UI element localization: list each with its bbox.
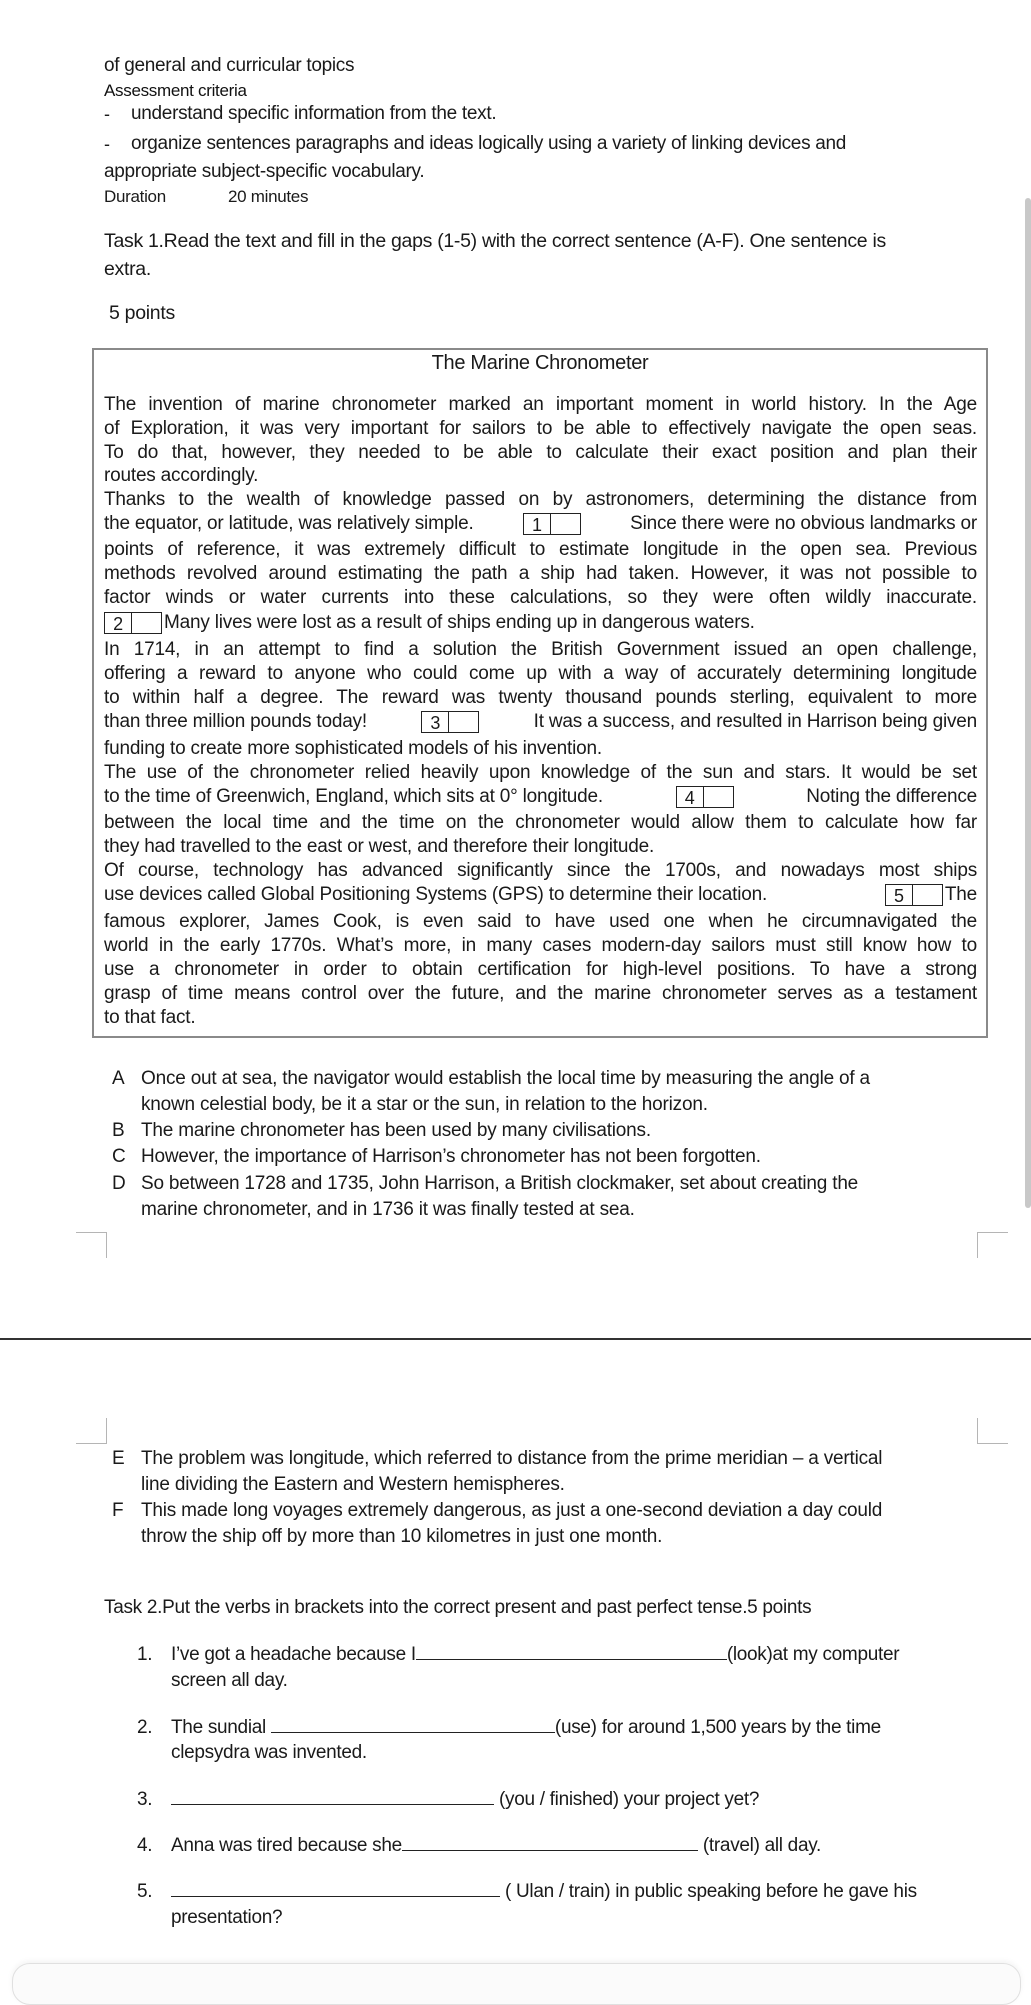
option-text: The marine chronometer has been used by many civilisations.	[141, 1120, 651, 1141]
option-text: The problem was longitude, which referred to distance from the prime meridian – a vertical	[141, 1448, 883, 1469]
item-number: 2.	[137, 1717, 153, 1738]
reading-line-gap4	[104, 785, 977, 809]
crop-mark-icon	[977, 1232, 1008, 1258]
answer-blank-2[interactable]	[271, 1716, 555, 1733]
reading-title: The Marine Chronometer	[431, 352, 649, 374]
crop-mark-icon	[76, 1418, 107, 1444]
criteria-item-2: organize sentences paragraphs and ideas logically using a variety of linking devices and	[131, 133, 847, 154]
reading-text: use devices called Global Positioning Systems (GPS) to determine their location.	[104, 884, 768, 905]
option-letter: A	[112, 1068, 125, 1089]
gap-number: 5	[886, 885, 913, 905]
topic-line: of general and curricular topics	[104, 55, 355, 76]
exercise-item-5	[137, 1879, 917, 1905]
option-text: line dividing the Eastern and Western hemispheres.	[141, 1474, 565, 1495]
criteria-bullet-2: -	[104, 134, 110, 154]
reading-text: Many lives were lost as a result of ships ending up in dangerous waters.	[164, 612, 755, 633]
answer-blank-3[interactable]	[171, 1788, 494, 1805]
reading-line-gap1	[104, 512, 977, 536]
item-text-before: I’ve got a headache because I	[171, 1644, 416, 1665]
task1-instruction-line2: extra.	[104, 258, 151, 280]
answer-blank-5[interactable]	[171, 1880, 500, 1897]
item-number: 3.	[137, 1789, 153, 1810]
item-text-cont: screen all day.	[171, 1670, 288, 1691]
option-text: Once out at sea, the navigator would establish the local time by measuring the angle of a	[141, 1068, 870, 1089]
item-text-after: (you / finished) your project yet?	[494, 1789, 760, 1810]
criteria-item-2-cont: appropriate subject-specific vocabulary.	[104, 161, 425, 182]
item-text-after: (travel) all day.	[697, 1835, 821, 1856]
criteria-bullet-1: -	[104, 104, 110, 124]
reading-text: the equator, or latitude, was relatively simple.	[104, 513, 474, 534]
reading-line: they had travelled to the east or west, and therefore their longitude.	[104, 836, 655, 857]
item-text-after: ( Ulan / train) in public speaking before he gave his	[500, 1881, 917, 1902]
answer-blank-4[interactable]	[402, 1834, 698, 1851]
answer-blank-1[interactable]	[416, 1643, 727, 1660]
gap-number: 1	[524, 514, 551, 534]
reading-line: of Exploration, it was very important for sailors to be able to effectively navigate the open seas.	[104, 418, 977, 439]
option-letter: B	[112, 1120, 125, 1141]
reading-text: Since there were no obvious landmarks or	[630, 513, 977, 534]
reading-line: funding to create more sophisticated models of his invention.	[104, 738, 602, 759]
assessment-criteria-label: Assessment criteria	[104, 81, 247, 100]
reading-line-gap2	[104, 611, 977, 635]
item-text-before: The sundial	[171, 1717, 271, 1738]
option-text: known celestial body, be it a star or the sun, in relation to the horizon.	[141, 1094, 708, 1115]
criteria-item-1: understand specific information from the text.	[131, 103, 497, 124]
item-text-cont: clepsydra was invented.	[171, 1742, 367, 1763]
reading-line: grasp of time means control over the future, and the marine chronometer serves as a testament	[104, 983, 977, 1004]
task1-points: 5 points	[109, 302, 175, 324]
option-text: However, the importance of Harrison’s chronometer has not been forgotten.	[141, 1146, 761, 1167]
exercise-item-4	[137, 1833, 821, 1859]
item-number: 5.	[137, 1881, 153, 1902]
option-text: This made long voyages extremely dangerous, as just a one-second deviation a day could	[141, 1500, 883, 1521]
reading-line: Of course, technology has advanced significantly since the 1700s, and nowadays most ships	[104, 860, 977, 881]
reading-line: use a chronometer in order to obtain certification for high-level positions. To have a strong	[104, 959, 977, 980]
task1-instruction	[104, 228, 886, 282]
page-break-divider	[0, 1338, 1031, 1340]
gap-1-box[interactable]	[523, 513, 581, 535]
reading-line: to that fact.	[104, 1007, 196, 1028]
reading-text: to the time of Greenwich, England, which sits at 0° longitude.	[104, 786, 603, 807]
item-text-after: (use) for around 1,500 years by the time	[554, 1717, 881, 1738]
exercise-item-3	[137, 1787, 759, 1813]
reading-line-gap5	[104, 883, 977, 907]
reading-line-gap3	[104, 710, 977, 734]
vertical-scrollbar[interactable]	[1025, 198, 1031, 1208]
reading-line: The use of the chronometer relied heavily upon knowledge of the sun and stars. It would be set	[104, 762, 977, 783]
reading-line: between the local time and the time on the chronometer would allow them to calculate how far	[104, 812, 977, 833]
reading-text: Noting the difference	[806, 786, 977, 807]
exercise-item-2	[137, 1715, 881, 1741]
item-number: 4.	[137, 1835, 153, 1856]
option-letter: D	[112, 1173, 126, 1194]
bottom-sheet-panel[interactable]	[12, 1963, 1021, 2005]
gap-3-box[interactable]	[421, 711, 479, 733]
reading-text: than three million pounds today!	[104, 711, 367, 732]
duration-label: Duration	[104, 187, 166, 206]
item-number: 1.	[137, 1644, 153, 1665]
option-text: So between 1728 and 1735, John Harrison, a British clockmaker, set about creating the	[141, 1173, 859, 1194]
gap-number: 3	[422, 712, 449, 732]
gap-4-box[interactable]	[676, 786, 734, 808]
option-text: marine chronometer, and in 1736 it was finally tested at sea.	[141, 1199, 635, 1220]
item-text-before: Anna was tired because she	[171, 1835, 402, 1856]
option-letter: C	[112, 1146, 126, 1167]
crop-mark-icon	[977, 1418, 1008, 1444]
gap-number: 2	[105, 613, 132, 633]
task2-instruction: Task 2.Put the verbs in brackets into the correct present and past perfect tense.5 points	[104, 1597, 812, 1618]
reading-line: factor winds or water currents into these calculations, so they were often wildly inaccurate.	[104, 587, 977, 608]
option-text: throw the ship off by more than 10 kilometres in just one month.	[141, 1526, 663, 1547]
reading-text: It was a success, and resulted in Harrison being given	[533, 711, 977, 732]
option-letter: E	[112, 1448, 125, 1469]
reading-line: to within half a degree. The reward was twenty thousand pounds sterling, equivalent to more	[104, 687, 977, 708]
item-text-cont: presentation?	[171, 1907, 283, 1928]
gap-number: 4	[677, 787, 704, 807]
gap-2-box[interactable]	[104, 612, 162, 634]
reading-line: methods revolved around estimating the path a ship had taken. However, it was not possible to	[104, 563, 977, 584]
crop-mark-icon	[76, 1232, 107, 1258]
reading-line: offering a reward to anyone who could come up with a way of accurately determining longitude	[104, 663, 977, 684]
gap-5-box[interactable]	[885, 884, 943, 906]
item-text-after: (look)at my computer	[726, 1644, 900, 1665]
reading-text: The	[944, 884, 977, 905]
reading-line: To do that, however, they needed to be able to calculate their exact position and plan their	[104, 442, 977, 463]
reading-line: The invention of marine chronometer marked an important moment in world history. In the Age	[104, 394, 977, 415]
reading-line: famous explorer, James Cook, is even said to have used one when he circumnavigated the	[104, 911, 977, 932]
reading-line: Thanks to the wealth of knowledge passed on by astronomers, determining the distance from	[104, 489, 977, 510]
option-letter: F	[112, 1500, 124, 1521]
task1-instruction-line1: Task 1.Read the text and fill in the gaps (1-5) with the correct sentence (A-F). One sentence is	[104, 230, 886, 252]
reading-line: In 1714, in an attempt to find a solution the British Government issued an open challenge,	[104, 639, 977, 660]
duration-value: 20 minutes	[228, 187, 309, 206]
reading-line: routes accordingly.	[104, 465, 259, 486]
exercise-item-1	[137, 1642, 899, 1668]
reading-line: world in the early 1770s. What’s more, in many cases modern-day sailors must still know how to	[104, 935, 977, 956]
reading-line: points of reference, it was extremely difficult to estimate longitude in the open sea. Previous	[104, 539, 977, 560]
